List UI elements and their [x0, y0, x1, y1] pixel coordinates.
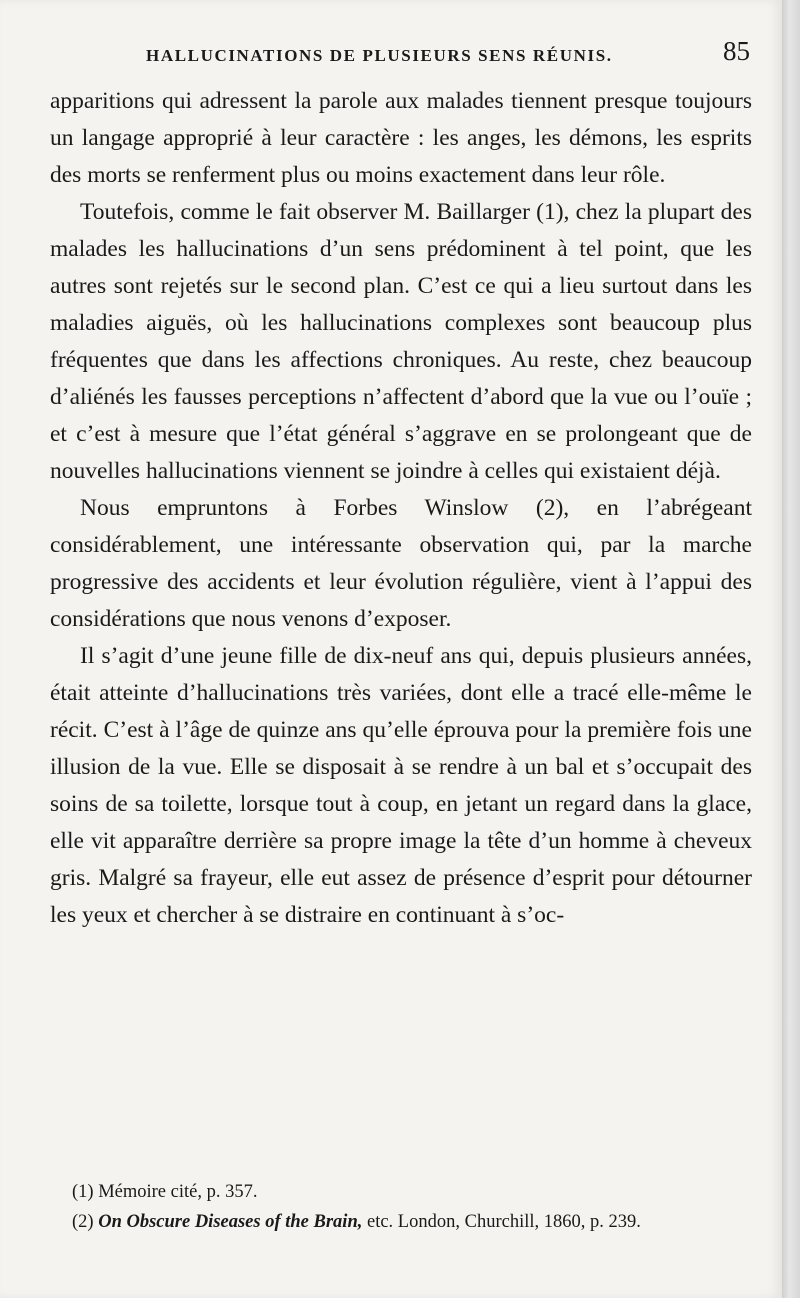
- footnotes: [50, 1177, 752, 1237]
- paragraph-1: apparitions qui adressent la parole aux malades tiennent presque toujours un langage approprié à leur caractère : les anges, les démons, les esprits des morts se renferment plus ou moins exactement dans leur rôle.: [50, 88, 752, 188]
- footnote-2-title: On Obscure Diseases of the Brain,: [98, 1212, 363, 1232]
- footnote-2: [50, 1207, 752, 1237]
- paragraph-3: Nous empruntons à Forbes Winslow (2), en l’abrégeant considérablement, une intéressante observation qui, par la marche progressive des accidents et leur évolution régulière, vient à l’appui des considérations que nous venons d’exposer.: [50, 495, 752, 632]
- body-text: [50, 83, 752, 934]
- page-header: [50, 32, 750, 72]
- page-edge: [782, 0, 800, 1298]
- paragraph-4: Il s’agit d’une jeune fille de dix-neuf ans qui, depuis plusieurs années, était atteinte d’hallucinations très variées, dont elle a tracé elle-même le récit. C’est à l’âge de quinze ans qu’elle éprouva pour la première fois une illusion de la vue. Elle se disposait à se rendre à un bal et s’occupait des soins de sa toilette, lorsque tout à coup, en jetant un regard dans la glace, elle vit apparaître derrière sa propre image la tête d’un homme à cheveux gris. Malgré sa frayeur, elle eut assez de présence d’esprit pour détourner les yeux et chercher à se distraire en continuant à s’oc-: [50, 643, 752, 928]
- footnote-1: (1) Mémoire cité, p. 357.: [72, 1182, 258, 1202]
- page-number: 85: [723, 36, 750, 66]
- footnote-2-rest: etc. London, Churchill, 1860, p. 239.: [362, 1212, 641, 1232]
- footnote-2-mark: (2): [72, 1212, 99, 1232]
- running-title: HALLUCINATIONS DE PLUSIEURS SENS RÉUNIS.: [146, 46, 613, 65]
- paragraph-2: Toutefois, comme le fait observer M. Baillarger (1), chez la plupart des malades les hallucinations d’un sens prédominent à tel point, que les autres sont rejetés sur le second plan. C’est ce qui a lieu surtout dans les maladies aiguës, où les hallucinations complexes sont beaucoup plus fréquentes que dans les affections chroniques. Au reste, chez beaucoup d’aliénés les fausses perceptions n’affectent d’abord que la vue ou l’ouïe ; et c’est à mesure que l’état général s’aggrave en se prolongeant que de nouvelles hallucinations viennent se joindre à celles qui existaient déjà.: [50, 199, 752, 484]
